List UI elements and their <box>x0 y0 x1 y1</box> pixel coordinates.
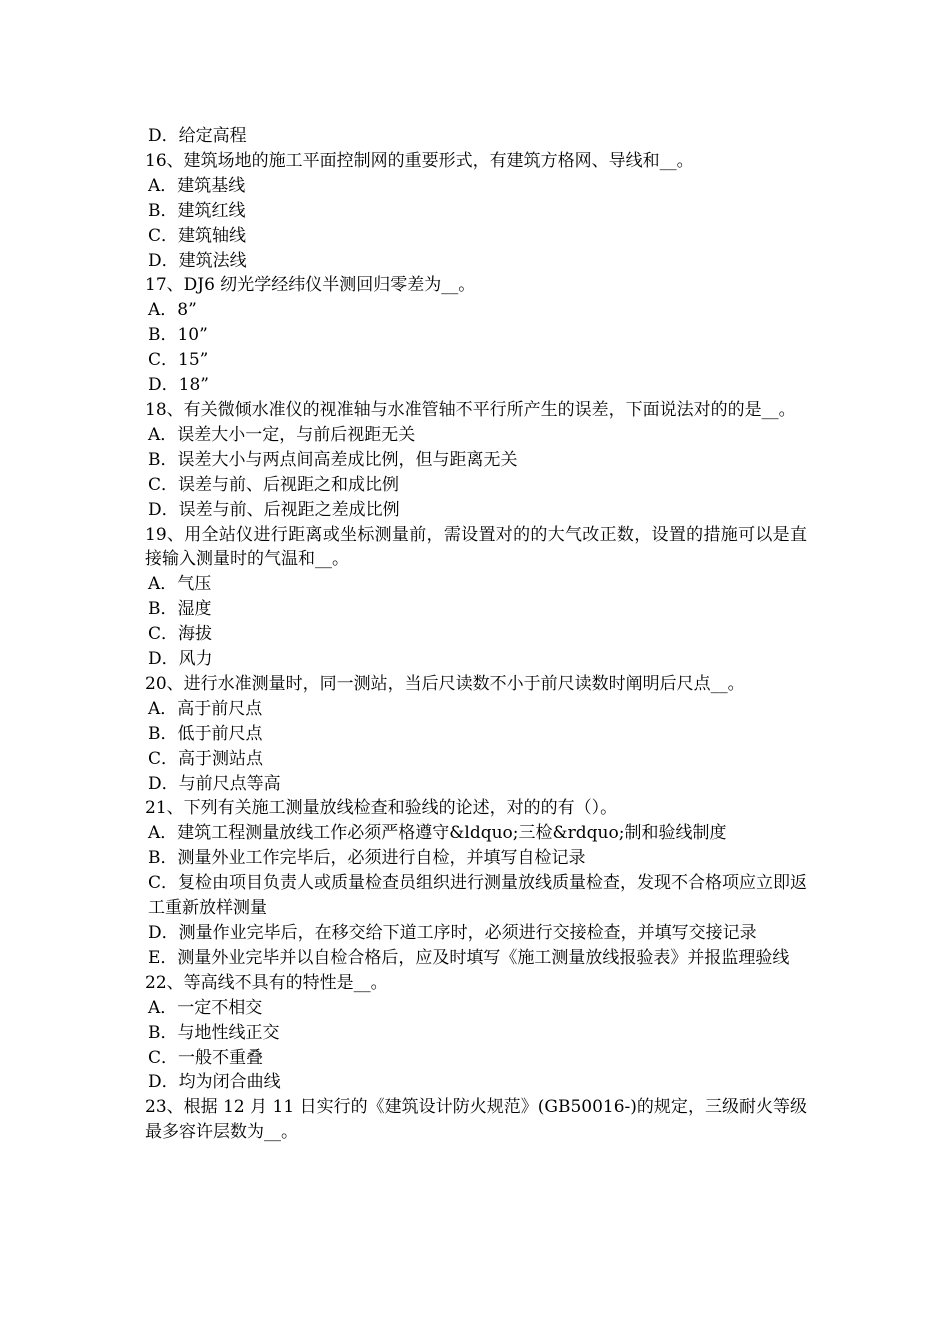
option-21-e: E．测量外业完毕并以自检合格后，应及时填写《施工测量放线报验表》并报监理验线 <box>148 947 790 968</box>
option-16-b: B．建筑红线 <box>148 200 246 221</box>
option-21-d: D．测量作业完毕后，在移交给下道工序时，必须进行交接检查，并填写交接记录 <box>148 923 757 943</box>
option-17-d: D．18” <box>148 375 209 396</box>
option-17-b: B．10” <box>148 325 208 346</box>
question-17: 17、DJ6 纫光学经纬仪半测回归零差为__。 <box>145 275 476 296</box>
option-18-c: C．误差与前、后视距之和成比例 <box>148 474 400 495</box>
question-18: 18、有关微倾水准仪的视准轴与水准管轴不平行所产生的误差，下面说法对的的是__。 <box>145 399 796 420</box>
document-body <box>145 124 807 1145</box>
option-22-b: B．与地性线正交 <box>148 1022 280 1043</box>
option-16-a: A．建筑基线 <box>148 175 246 196</box>
option-16-prev-d: D．给定高程 <box>148 126 247 146</box>
option-18-d: D．误差与前、后视距之差成比例 <box>148 499 400 520</box>
question-20: 20、进行水准测量时，同一测站，当后尺读数不小于前尺读数时阐明后尺点__。 <box>145 673 745 694</box>
option-20-b: B．低于前尺点 <box>148 723 263 744</box>
option-21-c: C．复检由项目负责人或质量检查员组织进行测量放线质量检查，发现不合格项应立即返工重新放样测量 <box>148 873 808 919</box>
question-23: 23、根据 12 月 11 日实行的《建筑设计防火规范》(GB50016-)的规定，三级耐火等级最多容许层数为__。 <box>145 1097 807 1143</box>
option-22-c: C．一般不重叠 <box>148 1047 264 1068</box>
option-18-a: A．误差大小一定，与前后视距无关 <box>148 424 416 445</box>
option-17-c: C．15” <box>148 350 209 371</box>
option-21-b: B．测量外业工作完毕后，必须进行自检，并填写自检记录 <box>148 848 586 869</box>
question-16: 16、建筑场地的施工平面控制网的重要形式，有建筑方格网、导线和__。 <box>145 150 694 171</box>
option-19-a: A．气压 <box>148 574 212 595</box>
question-19: 19、用全站仪进行距离或坐标测量前，需设置对的的大气改正数，设置的措施可以是直接输入测量时的气温和__。 <box>145 524 807 570</box>
option-22-a: A．一定不相交 <box>148 997 263 1018</box>
option-18-b: B．误差大小与两点间高差成比例，但与距离无关 <box>148 449 518 470</box>
question-21: 21、下列有关施工测量放线检查和验线的论述，对的的有（）。 <box>145 798 618 819</box>
option-20-c: C．高于测站点 <box>148 748 264 769</box>
option-19-c: C．海拔 <box>148 624 213 645</box>
option-22-d: D．均为闭合曲线 <box>148 1072 281 1093</box>
question-22: 22、等高线不具有的特性是__。 <box>145 972 388 993</box>
option-17-a: A．8” <box>148 300 197 321</box>
option-20-d: D．与前尺点等高 <box>148 773 281 794</box>
option-20-a: A．高于前尺点 <box>148 698 263 719</box>
option-21-a: A．建筑工程测量放线工作必须严格遵守&ldquo;三检&rdquo;制和验线制度 <box>148 823 727 844</box>
option-16-d: D．建筑法线 <box>148 250 247 271</box>
option-19-b: B．湿度 <box>148 599 212 620</box>
option-16-c: C．建筑轴线 <box>148 225 247 246</box>
option-19-d: D．风力 <box>148 649 213 670</box>
